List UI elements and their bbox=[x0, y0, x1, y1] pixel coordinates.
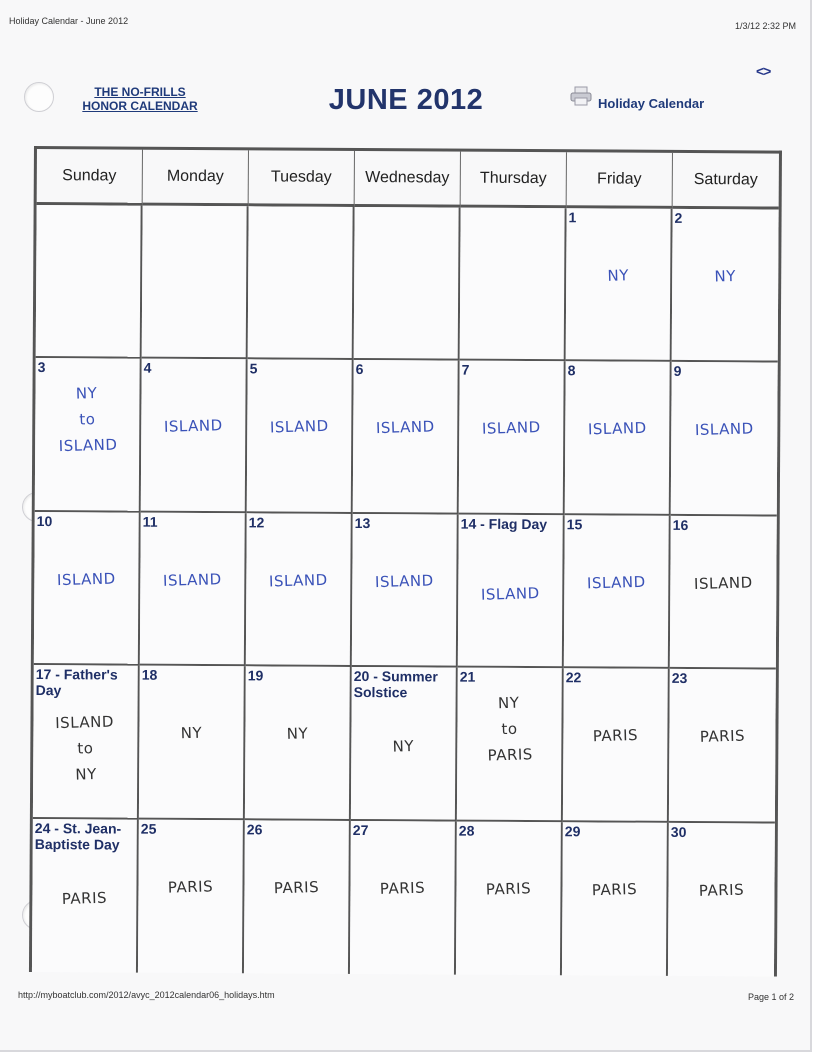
day-cell[interactable] bbox=[140, 512, 247, 666]
day-cell[interactable] bbox=[353, 360, 460, 514]
day-header-wednesday: Wednesday bbox=[355, 151, 461, 208]
day-cell[interactable] bbox=[34, 512, 141, 666]
handwritten-note: PARIS bbox=[698, 880, 745, 900]
day-cell[interactable] bbox=[457, 668, 564, 822]
handwritten-note: NY bbox=[180, 723, 203, 743]
day-header-saturday: Saturday bbox=[673, 153, 779, 210]
handwritten-note bbox=[464, 261, 560, 264]
handwritten-note: ISLAND bbox=[586, 572, 646, 593]
handwritten-note: ISLAND bbox=[56, 569, 116, 589]
handwritten-note bbox=[146, 259, 242, 262]
day-cell[interactable] bbox=[672, 209, 779, 363]
print-footer-url: http://myboatclub.com/2012/avyc_2012calendar06_holidays.htm bbox=[18, 990, 275, 1000]
handwritten-note bbox=[40, 258, 136, 261]
handwritten-note: PARIS bbox=[592, 726, 639, 746]
day-cell[interactable] bbox=[247, 360, 354, 514]
day-number: 1 bbox=[568, 209, 577, 226]
day-cell[interactable] bbox=[564, 515, 671, 669]
day-cell[interactable] bbox=[354, 207, 461, 361]
handwritten-note: PARIS bbox=[591, 879, 638, 899]
handwritten-note: ISLAND bbox=[162, 569, 222, 590]
day-cell[interactable] bbox=[139, 666, 246, 820]
day-number bbox=[357, 208, 457, 209]
handwritten-note: ISLAND bbox=[481, 418, 541, 439]
day-number: 4 bbox=[143, 360, 152, 377]
day-number: 7 bbox=[461, 362, 470, 379]
day-cell[interactable] bbox=[562, 822, 669, 976]
day-cell[interactable] bbox=[244, 820, 351, 974]
day-number: 19 bbox=[247, 667, 264, 684]
day-number: 15 bbox=[566, 516, 583, 533]
day-cell[interactable] bbox=[142, 206, 249, 360]
print-header-title: Holiday Calendar - June 2012 bbox=[9, 16, 129, 26]
handwritten-note: NY bbox=[392, 737, 415, 756]
handwritten-note: PARIS bbox=[699, 726, 746, 747]
day-number: 22 bbox=[565, 669, 582, 686]
day-header-tuesday: Tuesday bbox=[249, 150, 355, 207]
day-number: 3 bbox=[37, 359, 46, 376]
day-cell[interactable] bbox=[32, 819, 139, 973]
day-number: 9 bbox=[673, 363, 682, 380]
handwritten-note bbox=[358, 260, 454, 263]
day-number: 8 bbox=[567, 362, 576, 379]
day-cell[interactable] bbox=[460, 208, 567, 362]
day-cell[interactable] bbox=[35, 358, 142, 512]
printer-icon[interactable] bbox=[569, 86, 593, 106]
day-number: 14 - Flag Day bbox=[460, 515, 548, 532]
day-number: 27 bbox=[352, 821, 369, 838]
punch-hole-top bbox=[24, 82, 54, 112]
day-number: 24 - St. Jean-Baptiste Day bbox=[34, 819, 122, 853]
day-number: 26 bbox=[246, 820, 263, 838]
day-cell[interactable] bbox=[138, 819, 245, 973]
day-number: 25 bbox=[140, 820, 157, 837]
day-cell[interactable] bbox=[565, 362, 672, 516]
day-cell[interactable] bbox=[669, 669, 776, 823]
day-cell[interactable] bbox=[352, 514, 459, 668]
nav-arrows-icon[interactable]: <> bbox=[756, 63, 771, 79]
calendar-grid bbox=[29, 146, 782, 977]
handwritten-note: PARIS bbox=[61, 888, 108, 908]
handwritten-note: NY bbox=[714, 266, 737, 286]
day-number: 30 bbox=[670, 823, 687, 840]
day-number: 13 bbox=[354, 514, 371, 531]
handwritten-note: ISLAND bbox=[268, 570, 328, 591]
day-cell[interactable] bbox=[245, 666, 352, 820]
day-cell[interactable] bbox=[671, 362, 778, 516]
day-number: 5 bbox=[249, 360, 258, 377]
day-cell[interactable] bbox=[351, 667, 458, 821]
handwritten-note: PARIS bbox=[167, 876, 214, 897]
day-header-thursday: Thursday bbox=[461, 152, 567, 209]
day-cell[interactable] bbox=[668, 822, 775, 976]
handwritten-note: PARIS bbox=[273, 877, 320, 897]
day-number: 29 bbox=[564, 822, 581, 839]
print-header-timestamp: 1/3/12 2:32 PM bbox=[734, 21, 796, 31]
day-cell[interactable] bbox=[36, 205, 143, 359]
day-number: 16 bbox=[672, 516, 689, 533]
handwritten-note: NY bbox=[286, 724, 309, 744]
handwritten-note: NY to PARIS bbox=[487, 693, 534, 765]
day-cell[interactable] bbox=[456, 821, 563, 975]
handwritten-note: NY bbox=[607, 266, 630, 285]
handwritten-note: ISLAND bbox=[693, 573, 753, 593]
day-number: 12 bbox=[248, 514, 265, 531]
handwritten-note: PARIS bbox=[379, 878, 426, 898]
day-header-sunday: Sunday bbox=[37, 149, 143, 206]
day-number: 10 bbox=[36, 512, 53, 529]
handwritten-note: ISLAND bbox=[269, 417, 329, 437]
day-number bbox=[39, 206, 139, 207]
day-cell[interactable] bbox=[566, 208, 673, 362]
month-title: JUNE 2012 bbox=[328, 84, 484, 116]
brand-line-1: THE NO-FRILLS bbox=[94, 85, 186, 99]
handwritten-note: NY to ISLAND bbox=[58, 384, 118, 456]
day-cell[interactable] bbox=[670, 516, 777, 670]
day-cell[interactable] bbox=[141, 359, 248, 513]
handwritten-note: ISLAND bbox=[375, 417, 435, 438]
day-header-friday: Friday bbox=[567, 152, 673, 209]
handwritten-note: ISLAND bbox=[587, 419, 647, 439]
day-number bbox=[251, 207, 351, 208]
day-cell[interactable] bbox=[563, 668, 670, 822]
day-number: 6 bbox=[355, 361, 364, 378]
handwritten-note: ISLAND to NY bbox=[54, 712, 115, 784]
handwritten-note: PARIS bbox=[485, 878, 532, 899]
handwritten-note: ISLAND bbox=[374, 571, 434, 591]
day-number bbox=[145, 207, 245, 208]
handwritten-note: ISLAND bbox=[694, 419, 754, 440]
day-number: 28 bbox=[458, 822, 475, 839]
day-cell[interactable] bbox=[459, 361, 566, 515]
handwritten-note: ISLAND bbox=[163, 416, 223, 437]
handwritten-note: ISLAND bbox=[480, 583, 540, 604]
day-number: 2 bbox=[674, 209, 683, 226]
handwritten-note bbox=[252, 259, 348, 262]
day-header-monday: Monday bbox=[143, 150, 249, 207]
day-number: 20 - Summer Solstice bbox=[353, 668, 438, 701]
day-number: 17 - Father's Day bbox=[35, 666, 118, 699]
day-number bbox=[463, 209, 563, 210]
day-number: 23 bbox=[671, 670, 688, 687]
day-cell[interactable] bbox=[33, 665, 140, 819]
print-footer-page-number: Page 1 of 2 bbox=[747, 992, 794, 1002]
day-number: 18 bbox=[141, 666, 158, 683]
day-number: 21 bbox=[459, 668, 476, 685]
day-cell[interactable] bbox=[350, 821, 457, 975]
day-cell[interactable] bbox=[248, 206, 355, 360]
brand-line-2: HONOR CALENDAR bbox=[82, 99, 198, 113]
day-cell[interactable] bbox=[458, 514, 565, 668]
honor-calendar-link[interactable] bbox=[72, 85, 208, 113]
holiday-calendar-link[interactable]: Holiday Calendar bbox=[598, 96, 705, 111]
day-cell[interactable] bbox=[246, 513, 353, 667]
day-number: 11 bbox=[142, 513, 158, 530]
